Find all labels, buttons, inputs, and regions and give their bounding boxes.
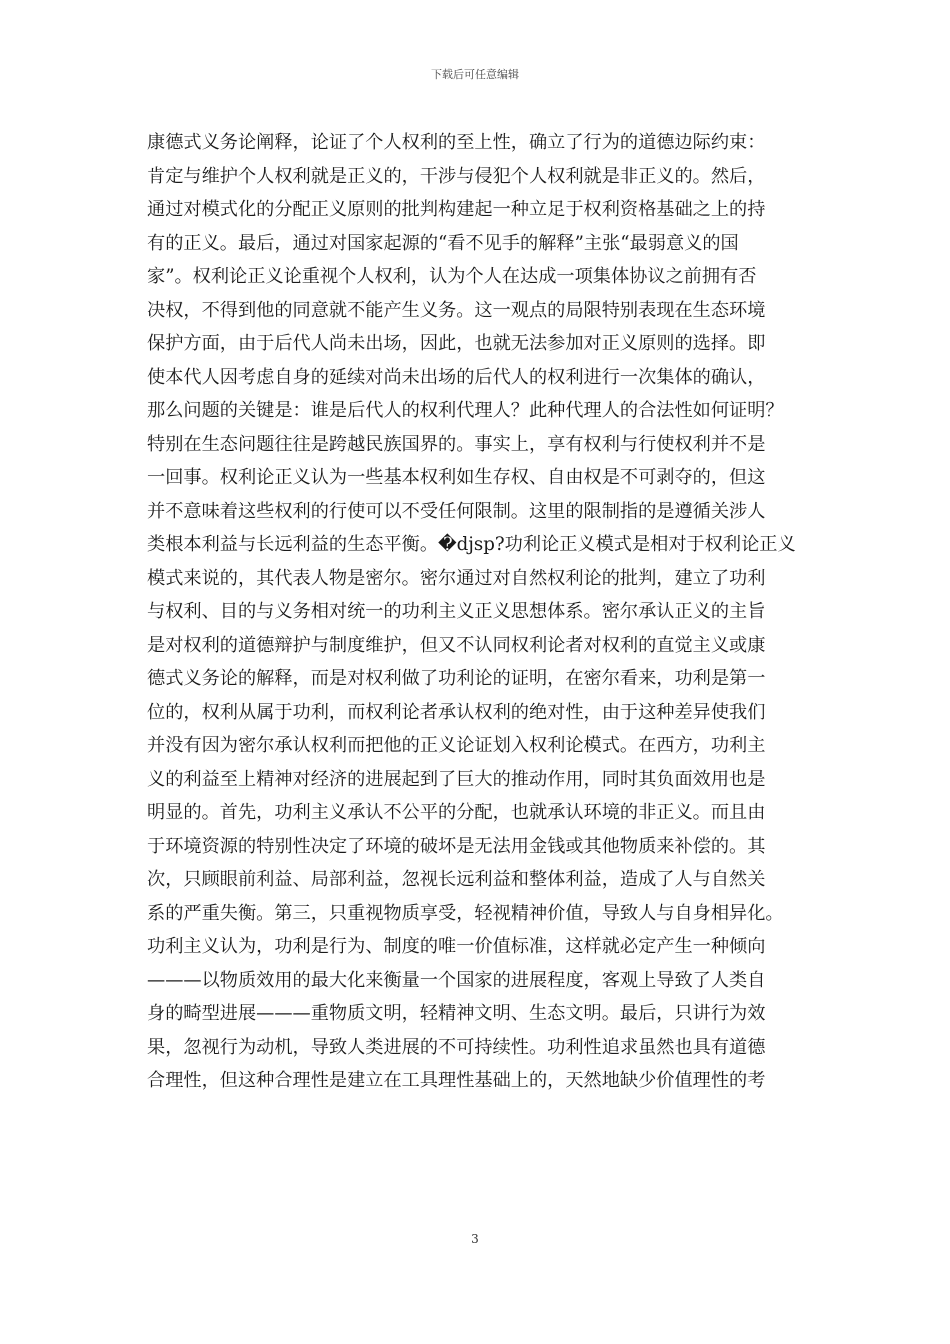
text-line: 康德式义务论阐释，论证了个人权利的至上性，确立了行为的道德边际约束： (147, 132, 766, 153)
text-line: 位的，权利从属于功利，而权利论者承认权利的绝对性，由于这种差异使我们 (147, 701, 766, 723)
text-line: 与权利、目的与义务相对统一的功利主义正义思想体系。密尔承认正义的主旨 (147, 601, 766, 622)
text-line: 德式义务论的解释，而是对权利做了功利论的证明，在密尔看来，功利是第一 (147, 668, 766, 689)
text-line: 明显的。首先，功利主义承认不公平的分配，也就承认环境的非正义。而且由 (147, 802, 766, 823)
text-line: 保护方面，由于后代人尚未出场，因此，也就无法参加对正义原则的选择。即 (147, 333, 766, 354)
text-line: 模式来说的，其代表人物是密尔。密尔通过对自然权利论的批判，建立了功利 (147, 567, 766, 589)
text-line: 并不意味着这些权利的行使可以不受任何限制。这里的限制指的是遵循关涉人 (147, 500, 766, 522)
text-line: 通过对模式化的分配正义原则的批判构建起一种立足于权利资格基础之上的持 (147, 199, 766, 220)
text-line: 决权，不得到他的同意就不能产生义务。这一观点的局限特别表现在生态环境 (147, 299, 766, 321)
body-text (147, 126, 807, 1098)
text-line: 于环境资源的特别性决定了环境的破坏是无法用金钱或其他物质来补偿的。其 (147, 835, 766, 857)
text-line: 家”。权利论正义论重视个人权利，认为个人在达成一项集体协议之前拥有否 (147, 266, 757, 287)
text-line: 并没有因为密尔承认权利而把他的正义论证划入权利论模式。在西方，功利主 (147, 735, 766, 756)
text-line: 次，只顾眼前利益、局部利益，忽视长远利益和整体利益，造成了人与自然关 (147, 869, 766, 890)
text-line: 一回事。权利论正义认为一些基本权利如生存权、自由权是不可剥夺的，但这 (147, 467, 766, 488)
page-header: 下载后可任意编辑 (431, 68, 519, 81)
text-line: 那么问题的关键是：谁是后代人的权利代理人？此种代理人的合法性如何证明？ (147, 400, 784, 421)
text-line: 使本代人因考虑自身的延续对尚未出场的后代人的权利进行一次集体的确认， (147, 366, 766, 388)
text-line: 身的畸型进展———重物质文明，轻精神文明、生态文明。最后，只讲行为效 (147, 1003, 766, 1024)
text-line: 是对权利的道德辩护与制度维护，但又不认同权利论者对权利的直觉主义或康 (147, 634, 766, 656)
text-line: 合理性，但这种合理性是建立在工具理性基础上的，天然地缺少价值理性的考 (147, 1070, 766, 1091)
page-number: 3 (471, 1232, 479, 1246)
text-line: 果，忽视行为动机，导致人类进展的不可持续性。功利性追求虽然也具有道德 (147, 1036, 766, 1058)
text-line: 肯定与维护个人权利就是正义的，干涉与侵犯个人权利就是非正义的。然后， (147, 165, 766, 187)
text-line: ———以物质效用的最大化来衡量一个国家的进展程度，客观上导致了人类自 (147, 969, 766, 991)
text-line: 类根本利益与长远利益的生态平衡。�djsp?功利论正义模式是相对于权利论正义 (147, 534, 796, 555)
text-line: 义的利益至上精神对经济的进展起到了巨大的推动作用，同时其负面效用也是 (147, 768, 766, 790)
text-line: 特别在生态问题往往是跨越民族国界的。事实上，享有权利与行使权利并不是 (147, 433, 766, 455)
text-line: 系的严重失衡。第三，只重视物质享受，轻视精神价值，导致人与自身相异化。 (147, 902, 784, 924)
text-line: 功利主义认为，功利是行为、制度的唯一价值标准，这样就必定产生一种倾向 (147, 936, 766, 957)
text-line: 有的正义。最后，通过对国家起源的“看不见手的解释”主张“最弱意义的国 (147, 232, 739, 254)
